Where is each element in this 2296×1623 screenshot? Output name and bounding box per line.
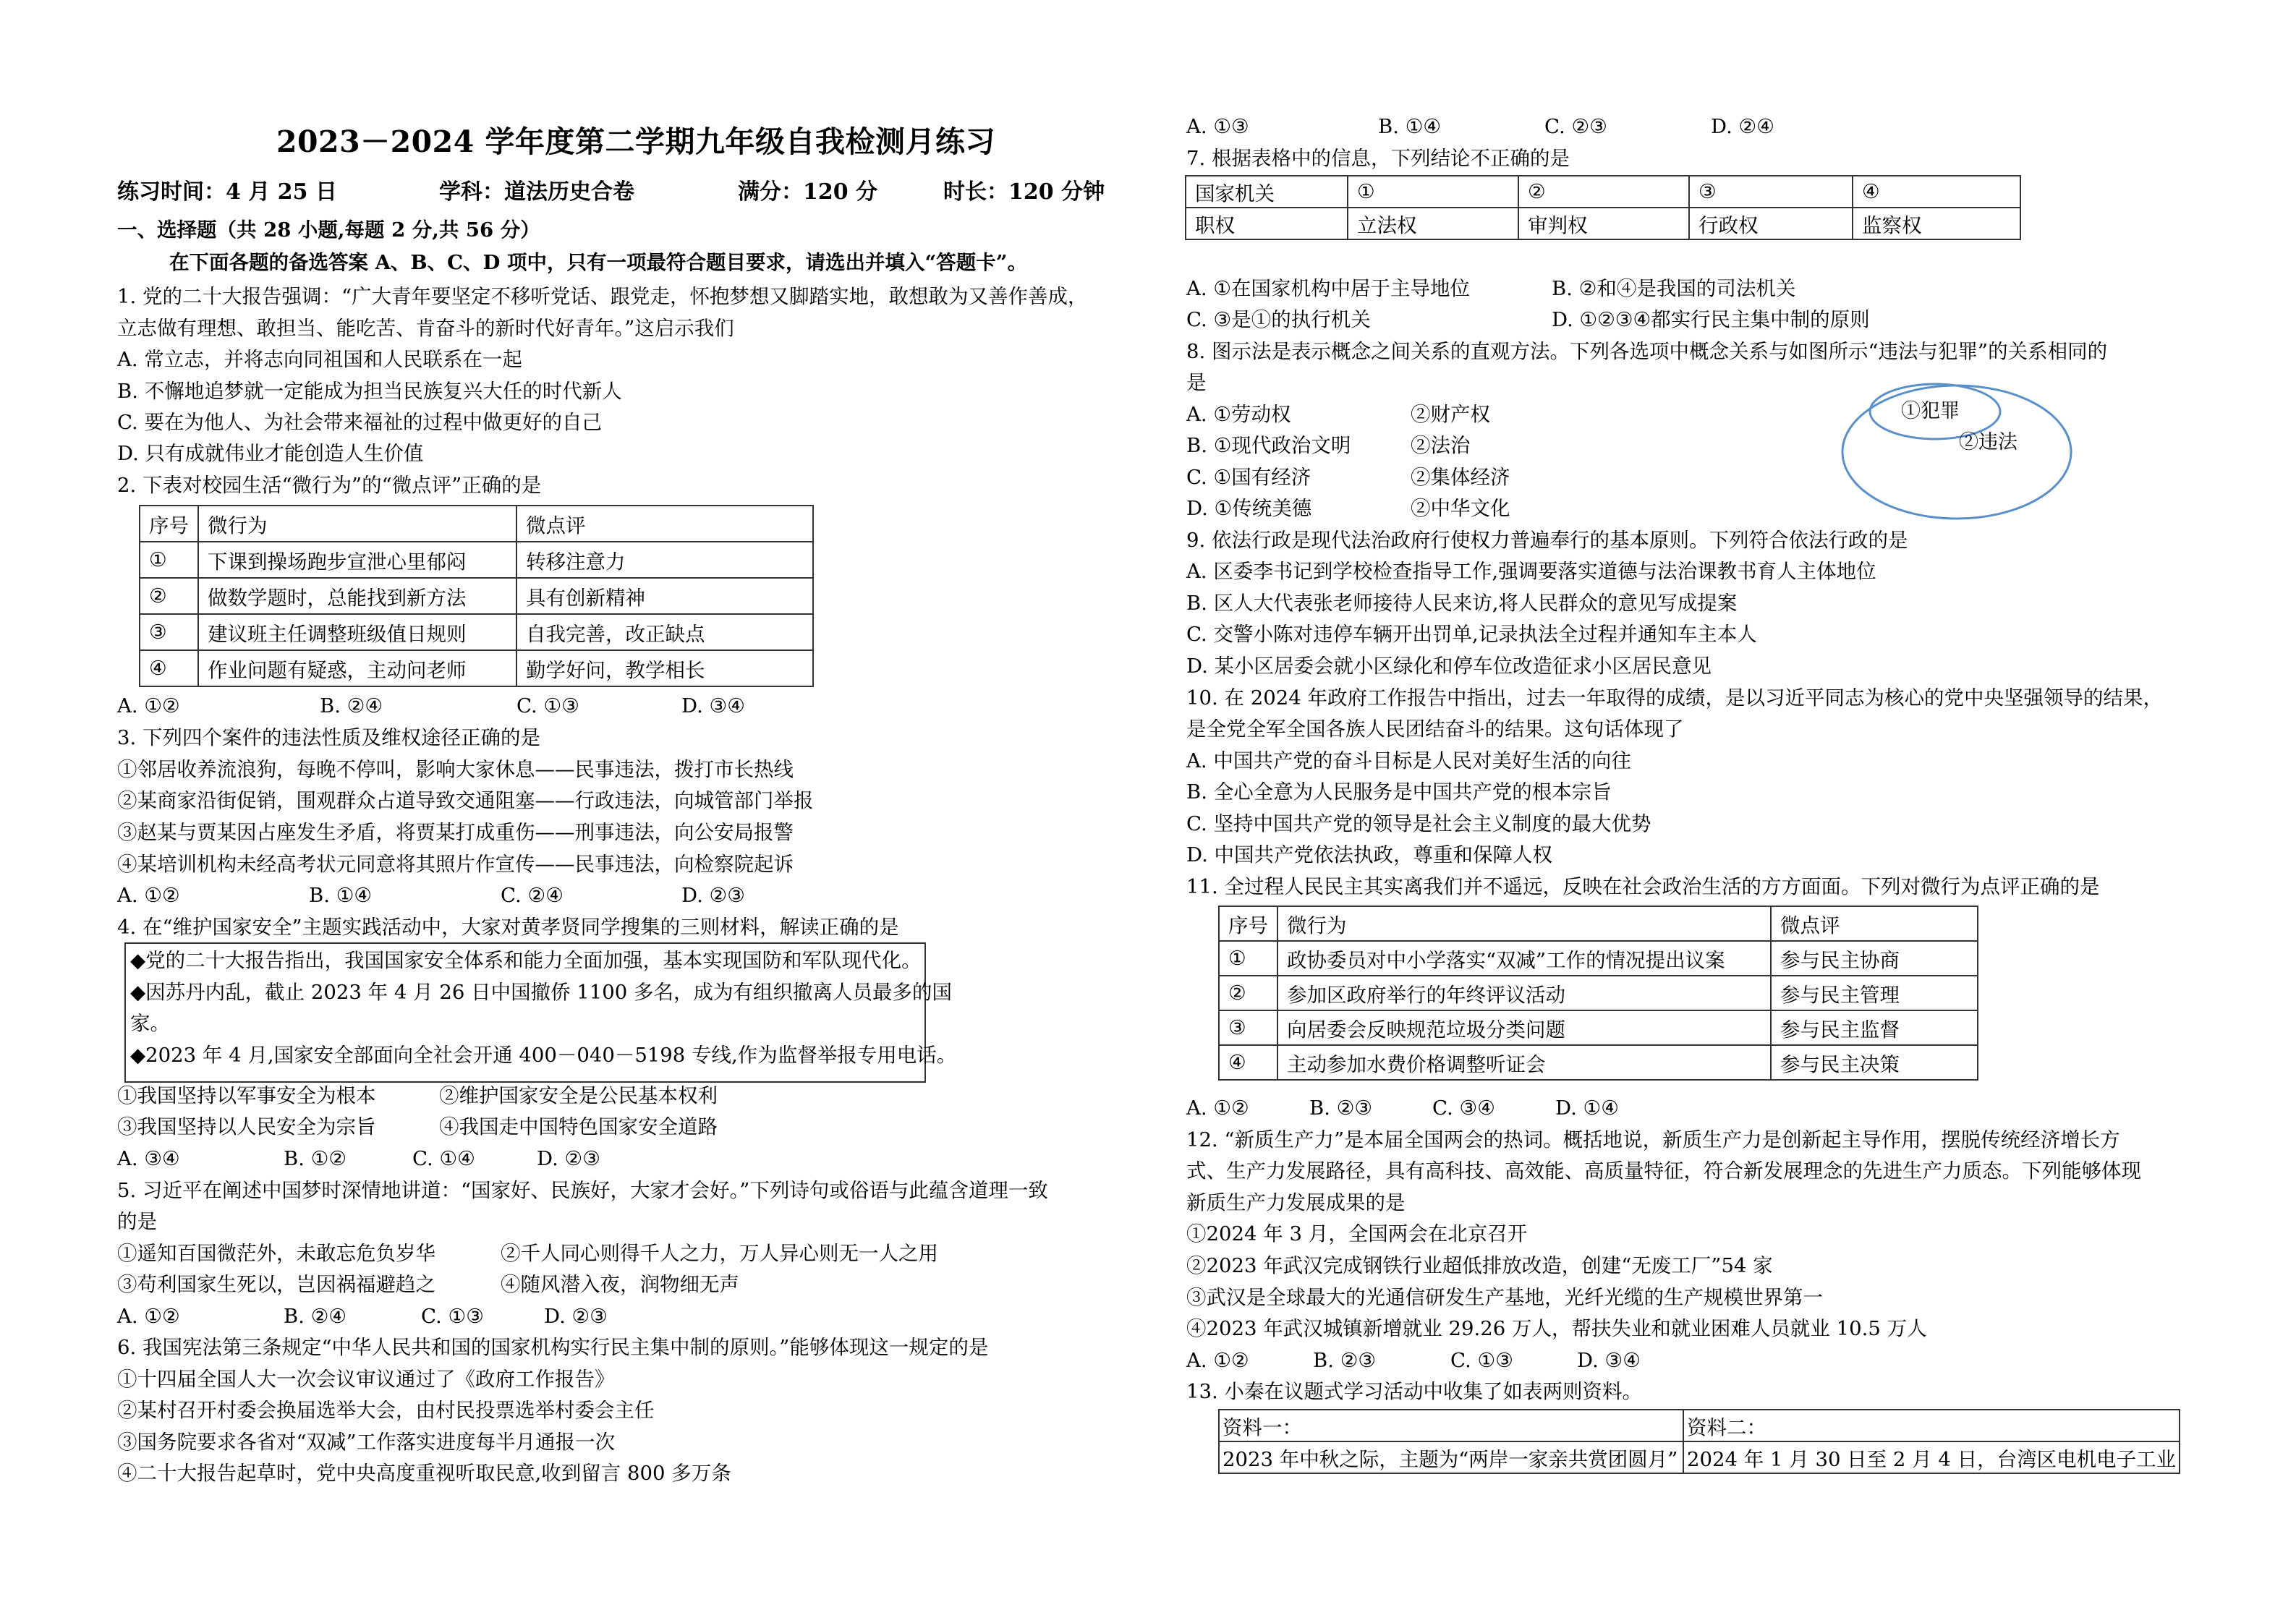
table-row	[1219, 976, 1978, 1010]
table-cell: 监察权	[1853, 208, 2020, 239]
table-cell: 资料二：	[1683, 1410, 2180, 1441]
q5-option-b[interactable]: B. ②④	[284, 1305, 346, 1328]
table-cell: ①	[1348, 176, 1518, 208]
q3-item-1: ①邻居收养流浪狗，每晚不停叫，影响大家休息——民事违法，拨打市长热线	[117, 758, 794, 781]
table-cell: ③	[1689, 176, 1853, 208]
table-cell: ③	[1219, 1010, 1277, 1045]
q12-item-1: ①2024 年 3 月，全国两会在北京召开	[1186, 1222, 1528, 1245]
q5-item-2: ②千人同心则得千人之力，万人异心则无一人之用	[501, 1242, 938, 1265]
table-cell: 参与民主监督	[1771, 1010, 1978, 1045]
q12-item-4: ④2023 年武汉城镇新增就业 29.26 万人，帮扶失业和就业困难人员就业 10.5 万人	[1186, 1317, 1927, 1340]
q2-option-c[interactable]: C. ①③	[516, 694, 579, 717]
table-cell: 勤学好问，教学相长	[516, 650, 813, 686]
q6-option-c[interactable]: C. ②③	[1544, 115, 1607, 138]
q5-items-row2	[117, 1271, 1123, 1298]
table-cell: 建议班主任调整班级值日规则	[198, 614, 516, 650]
table-cell: ②	[140, 578, 198, 614]
table-cell: 审判权	[1518, 208, 1689, 239]
q6-stem: 6. 我国宪法第三条规定“中华人民共和国的国家机构实行民主集中制的原则。”能够体现这一规定的是	[117, 1336, 989, 1359]
q10-option-d[interactable]: D. 中国共产党依法执政，尊重和保障人权	[1186, 843, 1553, 866]
q8-stem: 8. 图示法是表示概念之间关系的直观方法。下列各选项中概念关系与如图所示“违法与犯罪”的关系相同的	[1186, 340, 2108, 363]
q3-option-d[interactable]: D. ②③	[681, 884, 745, 907]
q10-stem: 10. 在 2024 年政府工作报告中指出，过去一年取得的成绩，是以习近平同志为核心的党中央坚强领导的结果，	[1186, 686, 2163, 710]
table-header: 微行为	[1277, 906, 1771, 941]
q9-option-d[interactable]: D. 某小区居委会就小区绿化和停车位改造征求小区居民意见	[1186, 655, 1712, 678]
q11-options	[1186, 1095, 2185, 1121]
table-cell: 作业问题有疑惑，主动问老师	[198, 650, 516, 686]
q5-item-3: ③苟利国家生死以，岂因祸福避趋之	[117, 1273, 435, 1296]
q12-option-c[interactable]: C. ①③	[1450, 1349, 1513, 1372]
q3-item-3: ③赵某与贾某因占座发生矛盾，将贾某打成重伤——刑事违法，向公安局报警	[117, 821, 794, 844]
q1-stem: 1. 党的二十大报告强调：“广大青年要坚定不移听党话、跟党走，怀抱梦想又脚踏实地，敢想敢为又善作善成，	[117, 285, 1088, 308]
q4-statements-row1	[117, 1083, 1123, 1109]
table-header: 序号	[140, 506, 198, 542]
q4-statement-4: ④我国走中国特色国家安全道路	[439, 1115, 718, 1138]
section-heading: 一、选择题（共 28 小题,每题 2 分,共 56 分）	[117, 218, 540, 242]
q2-option-a[interactable]: A. ①②	[117, 694, 180, 717]
table-cell: 下课到操场跑步宣泄心里郁闷	[198, 542, 516, 578]
q4-material-2-cont: 家。	[130, 1012, 170, 1035]
table-cell: 参加区政府举行的年终评议活动	[1277, 976, 1771, 1010]
table-cell: 行政权	[1689, 208, 1853, 239]
q8-option-c-2: ②集体经济	[1411, 466, 1510, 489]
q4-material-2: ◆因苏丹内乱，截止 2023 年 4 月 26 日中国撤侨 1100 多名，成为有组织撤离人员最多的国	[130, 981, 953, 1004]
q1-option-c[interactable]: C. 要在为他人、为社会带来福祉的过程中做更好的自己	[117, 411, 603, 434]
exam-meta	[117, 174, 1123, 203]
q12-item-2: ②2023 年武汉完成钢铁行业超低排放改造，创建“无废工厂”54 家	[1186, 1254, 1773, 1277]
q11-option-d[interactable]: D. ①④	[1555, 1096, 1619, 1120]
q4-option-d[interactable]: D. ②③	[537, 1147, 600, 1170]
q11-stem: 11. 全过程人民民主其实离我们并不遥远，反映在社会政治生活的方方面面。下列对微行为点评正确的是	[1186, 875, 2100, 898]
table-row	[1186, 176, 2020, 208]
q8-option-a-1: A. ①劳动权	[1186, 403, 1291, 426]
q2-option-b[interactable]: B. ②④	[320, 694, 383, 717]
table-cell: ②	[1219, 976, 1277, 1010]
table-cell: 2023 年中秋之际，主题为“两岸一家亲共赏团圆月”	[1219, 1441, 1683, 1473]
table-cell: ④	[1853, 176, 2020, 208]
q7-options-row1	[1186, 276, 2185, 302]
q6-item-3: ③国务院要求各省对“双减”工作落实进度每半月通报一次	[117, 1431, 616, 1454]
table-cell: 国家机关	[1186, 176, 1348, 208]
q8-option-c-1: C. ①国有经济	[1186, 466, 1311, 489]
table-cell: ④	[1219, 1045, 1277, 1080]
q10-stem-cont: 是全党全军全国各族人民团结奋斗的结果。这句话体现了	[1186, 717, 1684, 741]
table-cell: 2024 年 1 月 30 日至 2 月 4 日，台湾区电机电子工业	[1683, 1441, 2180, 1473]
q4-option-a[interactable]: A. ③④	[117, 1147, 180, 1170]
table-cell: 主动参加水费价格调整听证会	[1277, 1045, 1771, 1080]
table-cell: 政协委员对中小学落实“双减”工作的情况提出议案	[1277, 941, 1771, 976]
q5-options	[117, 1303, 1123, 1329]
section-instruction: 在下面各题的备选答案 A、B、C、D 项中，只有一项最符合题目要求，请选出并填入“答题卡”。	[169, 251, 1028, 274]
q3-options	[117, 882, 1123, 908]
q5-items-row1	[117, 1240, 1123, 1266]
q5-item-4: ④随风潜入夜，润物细无声	[501, 1273, 739, 1296]
venn-diagram	[1837, 380, 2076, 524]
q12-options	[1186, 1347, 2185, 1373]
table-header-row	[1219, 906, 1978, 941]
q13-stem: 13. 小秦在议题式学习活动中收集了如表两则资料。	[1186, 1380, 1642, 1403]
q8-option-c[interactable]	[1186, 464, 1837, 490]
table-cell: ①	[140, 542, 198, 578]
q12-item-3: ③武汉是全球最大的光通信研发生产基地，光纤光缆的生产规模世界第一	[1186, 1286, 1823, 1309]
q6-option-a[interactable]: A. ①③	[1186, 115, 1249, 138]
table-cell: 具有创新精神	[516, 578, 813, 614]
q7-option-b[interactable]: B. ②和④是我国的司法机关	[1552, 277, 1796, 300]
table-row	[1219, 1010, 1978, 1045]
exam-score: 满分：120 分	[738, 179, 878, 205]
table-cell: 向居委会反映规范垃圾分类问题	[1277, 1010, 1771, 1045]
q12-stem-cont-1: 式、生产力发展路径，具有高科技、高效能、高质量特征，符合新发展理念的先进生产力质态。下列能够体现	[1186, 1159, 2141, 1183]
page-title: 2023－2024 学年度第二学期九年级自我检测月练习	[276, 124, 995, 159]
table-cell: 参与民主管理	[1771, 976, 1978, 1010]
venn-outer-label: ②违法	[1959, 431, 2017, 453]
q6-options	[1186, 114, 2185, 140]
table-cell: 资料一：	[1219, 1410, 1683, 1441]
q3-option-a[interactable]: A. ①②	[117, 884, 180, 907]
q9-option-a[interactable]: A. 区委李书记到学校检查指导工作,强调要落实道德与法治课教书育人主体地位	[1186, 560, 1876, 583]
table-header: 微点评	[1771, 906, 1978, 941]
q8-option-a[interactable]	[1186, 401, 1837, 427]
q9-option-c[interactable]: C. 交警小陈对违停车辆开出罚单,记录执法全过程并通知车主本人	[1186, 623, 1757, 646]
q3-item-2: ②某商家沿街促销，围观群众占道导致交通阻塞——行政违法，向城管部门举报	[117, 789, 814, 812]
q4-option-c[interactable]: C. ①④	[412, 1147, 475, 1170]
table-row	[140, 614, 813, 650]
q7-option-d[interactable]: D. ①②③④都实行民主集中制的原则	[1552, 308, 1870, 331]
q10-option-b[interactable]: B. 全心全意为人民服务是中国共产党的根本宗旨	[1186, 780, 1612, 804]
q8-option-d[interactable]	[1186, 495, 1837, 521]
q6-item-4: ④二十大报告起草时，党中央高度重视听取民意,收到留言 800 多万条	[117, 1462, 731, 1485]
table-row	[1219, 1410, 2180, 1441]
q9-stem: 9. 依法行政是现代法治政府行使权力普遍奉行的基本原则。下列符合依法行政的是	[1186, 529, 1908, 552]
q2-table	[139, 505, 814, 687]
q5-option-a[interactable]: A. ①②	[117, 1305, 180, 1328]
q4-statement-1: ①我国坚持以军事安全为根本	[117, 1084, 376, 1107]
table-row	[140, 542, 813, 578]
q5-item-1: ①遥知百国微茫外，未敢忘危负岁华	[117, 1242, 435, 1265]
q8-option-b-1: B. ①现代政治文明	[1186, 434, 1351, 457]
q7-stem: 7. 根据表格中的信息，下列结论不正确的是	[1186, 147, 1570, 170]
q6-option-b[interactable]: B. ①④	[1378, 115, 1441, 138]
q3-option-c[interactable]: C. ②④	[501, 884, 564, 907]
table-row	[1219, 1441, 2180, 1473]
q1-option-d[interactable]: D. 只有成就伟业才能创造人生价值	[117, 442, 424, 465]
q4-statement-2: ②维护国家安全是公民基本权利	[439, 1084, 718, 1107]
q2-options	[117, 693, 1123, 719]
q4-material-3: ◆2023 年 4 月,国家安全部面向全社会开通 400－040－5198 专线,作为监督举报专用电话。	[130, 1044, 957, 1067]
q11-table	[1218, 906, 1978, 1081]
exam-duration: 时长：120 分钟	[943, 179, 1105, 205]
q12-option-b[interactable]: B. ②③	[1313, 1349, 1376, 1372]
q8-option-d-1: D. ①传统美德	[1186, 497, 1312, 520]
q12-option-a[interactable]: A. ①②	[1186, 1349, 1249, 1372]
table-header: 序号	[1219, 906, 1277, 941]
table-cell: 参与民主决策	[1771, 1045, 1978, 1080]
q3-option-b[interactable]: B. ①④	[309, 884, 372, 907]
q4-options	[117, 1146, 1123, 1172]
q6-option-d[interactable]: D. ②④	[1711, 115, 1774, 138]
q3-item-4: ④某培训机构未经高考状元同意将其照片作宣传——民事违法，向检察院起诉	[117, 853, 794, 876]
table-cell: ②	[1518, 176, 1689, 208]
q5-stem: 5. 习近平在阐述中国梦时深情地讲道：“国家好、民族好，大家才会好。”下列诗句或俗语与此蕴含道理一致	[117, 1179, 1048, 1202]
q1-option-b[interactable]: B. 不懈地追梦就一定能成为担当民族复兴大任的时代新人	[117, 380, 622, 403]
q8-option-a-2: ②财产权	[1411, 403, 1490, 426]
table-row	[140, 650, 813, 686]
q4-statements-row2	[117, 1114, 1123, 1140]
q10-option-c[interactable]: C. 坚持中国共产党的领导是社会主义制度的最大优势	[1186, 812, 1651, 835]
table-row	[1219, 1045, 1978, 1080]
q7-options-row2	[1186, 307, 2185, 333]
q9-option-b[interactable]: B. 区人大代表张老师接待人民来访,将人民群众的意见写成提案	[1186, 592, 1738, 615]
q12-stem-cont-2: 新质生产力发展成果的是	[1186, 1191, 1406, 1214]
q11-option-c[interactable]: C. ③④	[1432, 1096, 1495, 1120]
table-row	[1186, 208, 2020, 239]
table-header: 微行为	[198, 506, 516, 542]
q3-stem: 3. 下列四个案件的违法性质及维权途径正确的是	[117, 726, 540, 749]
q7-table	[1185, 175, 2021, 240]
table-cell: 自我完善，改正缺点	[516, 614, 813, 650]
table-row	[1219, 941, 1978, 976]
q8-stem-cont: 是	[1186, 371, 1207, 394]
table-cell: ④	[140, 650, 198, 686]
venn-inner-label: ①犯罪	[1901, 400, 1960, 422]
table-header: 微点评	[516, 506, 813, 542]
q6-item-2: ②某村召开村委会换届选举大会，由村民投票选举村委会主任	[117, 1399, 655, 1422]
q8-option-b[interactable]	[1186, 433, 1837, 459]
q11-option-a[interactable]: A. ①②	[1186, 1096, 1249, 1120]
q1-option-a[interactable]: A. 常立志，并将志向同祖国和人民联系在一起	[117, 348, 522, 371]
q2-option-d[interactable]: D. ③④	[681, 694, 745, 717]
q2-stem: 2. 下表对校园生活“微行为”的“微点评”正确的是	[117, 474, 542, 497]
table-cell: 转移注意力	[516, 542, 813, 578]
exam-subject: 学科：道法历史合卷	[439, 179, 634, 205]
table-cell: ③	[140, 614, 198, 650]
q5-option-d[interactable]: D. ②③	[544, 1305, 608, 1328]
table-cell: 职权	[1186, 208, 1348, 239]
table-cell: 参与民主协商	[1771, 941, 1978, 976]
q4-stem: 4. 在“维护国家安全”主题实践活动中，大家对黄孝贤同学搜集的三则材料，解读正确的是	[117, 916, 899, 939]
q7-option-c[interactable]: C. ③是①的执行机关	[1186, 308, 1371, 331]
table-cell: ①	[1219, 941, 1277, 976]
q8-option-b-2: ②法治	[1411, 434, 1471, 457]
table-header-row	[140, 506, 813, 542]
q7-option-a[interactable]: A. ①在国家机构中居于主导地位	[1186, 277, 1470, 300]
q13-table	[1218, 1409, 2180, 1474]
q5-option-c[interactable]: C. ①③	[421, 1305, 484, 1328]
exam-time: 练习时间：4 月 25 日	[117, 179, 337, 205]
q11-option-b[interactable]: B. ②③	[1309, 1096, 1372, 1120]
q4-statement-3: ③我国坚持以人民安全为宗旨	[117, 1115, 376, 1138]
table-cell: 做数学题时，总能找到新方法	[198, 578, 516, 614]
q4-material-1: ◆党的二十大报告指出，我国国家安全体系和能力全面加强，基本实现国防和军队现代化。	[130, 949, 922, 972]
q5-stem-cont: 的是	[117, 1210, 157, 1233]
table-row	[140, 578, 813, 614]
table-cell: 立法权	[1348, 208, 1518, 239]
q1-stem-cont: 立志做有理想、敢担当、能吃苦、肯奋斗的新时代好青年。”这启示我们	[117, 317, 734, 340]
q12-option-d[interactable]: D. ③④	[1577, 1349, 1641, 1372]
q6-item-1: ①十四届全国人大一次会议审议通过了《政府工作报告》	[117, 1368, 615, 1391]
q4-option-b[interactable]: B. ①②	[284, 1147, 346, 1170]
q10-option-a[interactable]: A. 中国共产党的奋斗目标是人民对美好生活的向往	[1186, 749, 1631, 772]
q12-stem: 12. “新质生产力”是本届全国两会的热词。概括地说，新质生产力是创新起主导作用，摆脱传统经济增长方	[1186, 1128, 2120, 1151]
q8-option-d-2: ②中华文化	[1411, 497, 1510, 520]
